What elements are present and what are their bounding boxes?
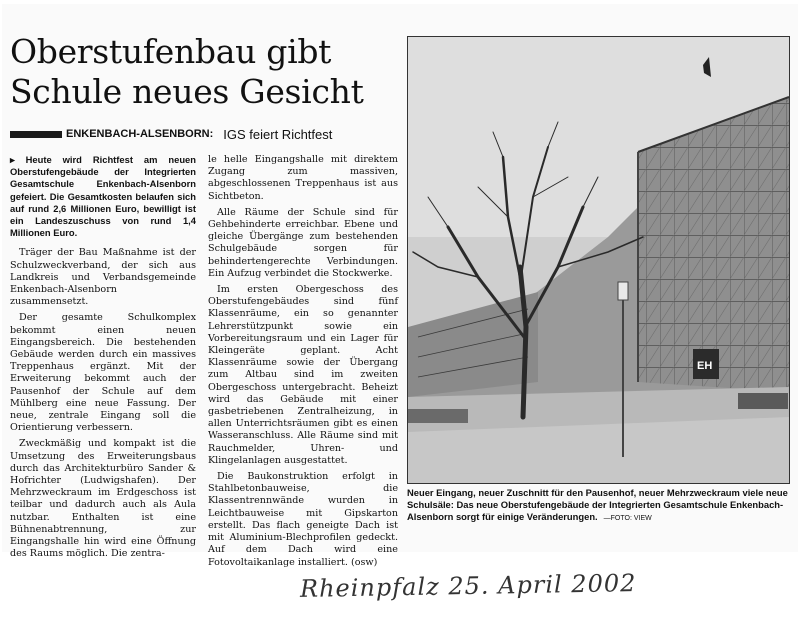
lead-text: Heute wird Richtfest am neuen Oberstufengebäude der Integrierten Gesamtschule Enkenbach-Alsenborn gefeiert. Die Gesamtkosten belaufen sich auf rund 2,6 Millionen Euro, bewilligt ist ein Landeszuschuss von rund 1,4 Millionen Euro. xyxy=(10,154,196,239)
caption-text: Neuer Eingang, neuer Zuschnitt für den Pausenhof, neuer Mehrzweckraum viele neue Schulsäle: Das neue Oberstufengebäude der Integrierten Gesamtschule Enkenbach-Alsenborn sorgt für einige Veränderungen. xyxy=(407,487,788,522)
headline xyxy=(10,32,402,112)
lead-paragraph xyxy=(10,154,196,239)
paragraph: le helle Eingangshalle mit direktem Zugang zum massiven, abgeschlossenen Treppenhaus ist aus Sichtbeton. xyxy=(208,154,398,202)
paragraph: Die Baukonstruktion erfolgt in Stahlbetonbauweise, die Klassentrennwände wurden in Leichtbauweise mit Gipskarton erstellt. Das flach geneigte Dach ist mit Aluminium-Blechprofilen gedeckt. Auf dem Dach wird eine Fotovoltaikanlage installiert. (osw) xyxy=(208,471,398,568)
handwritten-source-date: Rheinpfalz 25. April 2002 xyxy=(299,569,637,603)
kicker-subtitle: IGS feiert Richtfest xyxy=(223,126,333,142)
paragraph: Zweckmäßig und kompakt ist die Umsetzung des Erweiterungsbaus durch das Architekturbüro Sander & Hofrichter (Ludwigshafen). Der Mehrzweckraum im Erdgeschoss ist teilbar und dadurch auch als Aula nutzbar. Enthalten ist eine Bühnenabtrennung, zur Eingangshalle hin wird eine Öffnung des Raums möglich. Die zentra- xyxy=(10,438,196,560)
bullet-icon: ▸ xyxy=(10,154,26,165)
paragraph: Alle Räume der Schule sind für Gehbehinderte erreichbar. Ebene und gleiche Übergänge zum bestehenden Schulgebäude sorgen für behindertengerechte Verbindungen. Ein Aufzug verbindet die Stockwerke. xyxy=(208,206,398,279)
text-column-1 xyxy=(10,154,196,565)
kicker xyxy=(10,124,402,144)
kicker-place: ENKENBACH-ALSENBORN: xyxy=(66,128,214,140)
text-column-2 xyxy=(208,154,398,573)
headline-line-1: Oberstufenbau gibt xyxy=(10,32,332,71)
photo-caption xyxy=(407,487,788,525)
sign-label: EH xyxy=(697,360,713,372)
building-photo xyxy=(407,36,790,484)
paragraph: Träger der Bau Maßnahme ist der Schulzweckverband, der sich aus Landkreis und Verbandsgemeinde Enkenbach-Alsenborn zusammensetzt. xyxy=(10,247,196,308)
paragraph: Der gesamte Schulkomplex bekommt einen neuen Eingangsbereich. Die bestehenden Gebäude werden durch ein massives Treppenhaus ergänzt. Mit der Erweiterung bekommt auch der Pausenhof der Schule auf dem Mühlberg eine neue Fassung. Der neue, zentrale Eingang soll die Orientierung verbessern. xyxy=(10,312,196,434)
photo-credit: —FOTO: VIEW xyxy=(603,515,652,522)
construction-site-illustration xyxy=(408,37,789,483)
paragraph: Im ersten Obergeschoss des Oberstufengebäudes sind fünf Klassenräume, ein so genannter Lehrerstützpunkt sowie ein Vorbereitungsraum und ein Lager für Kleingeräte geplant. Acht Klassenräume sowie der Übergang zum Altbau sind im zweiten Obergeschoss untergebracht. Beheizt wird das Gebäude mit einer gasbetriebenen Zentralheizung, in allen Unterrichtsräumen gibt es einen Wasseranschluss. Alle Räume sind mit Rauchmelder, Uhren- und Klingelanlagen ausgestattet. xyxy=(208,284,398,466)
kicker-bar xyxy=(10,131,62,138)
headline-line-2: Schule neues Gesicht xyxy=(10,72,364,111)
